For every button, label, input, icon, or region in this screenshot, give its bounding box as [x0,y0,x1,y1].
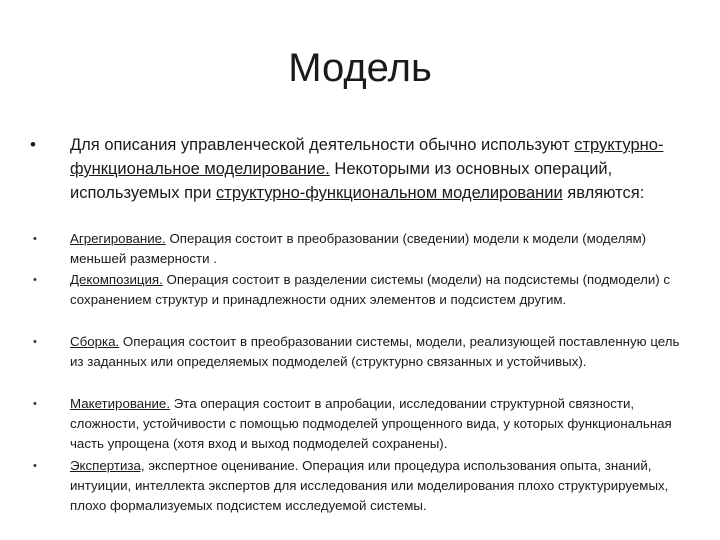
list-item-text [70,394,680,454]
item-description: Эта операция состоит в апробации, исследовании структурной связности, сложности, устойчивости с помощью подмоделей упрощенного вида, у которых функциональная часть упрощена (хотя вход и выход подмоделей сохранены). [70,396,672,451]
link-structural-functional-modeling-2[interactable]: структурно-функциональном моделировании [216,184,563,202]
term-link-expertise[interactable]: Экспертиза, [70,458,145,473]
list-item-text [70,332,680,372]
link-structural-functional-modeling[interactable]: структурно-функциональное моделирование. [70,136,664,178]
term-link-aggregation[interactable]: Агрегирование. [70,231,166,246]
main-text-part2: Некоторыми из основных операций, используемых при [70,160,613,202]
main-bullet-marker: • [30,135,36,154]
item-description: Операция состоит в преобразовании системы, модели, реализующей поставленную цель из заданных или определяемых подмоделей (структурно связанных и устойчивых). [70,334,680,369]
main-bullet-text [70,133,680,205]
sub-bullet-marker: • [33,233,37,245]
sub-bullet-marker: • [33,336,37,348]
term-link-assembly[interactable]: Сборка. [70,334,120,349]
main-text-part3: являются: [562,184,645,202]
item-description: Операция состоит в преобразовании (сведении) модели к модели (моделям) меньшей размерности . [70,231,647,266]
sub-bullet-marker: • [33,274,37,286]
list-item-text [70,270,680,310]
slide-title: Модель [288,46,432,90]
item-description: экспертное оценивание. Операция или процедура использования опыта, знаний, интуиции, интеллекта экспертов для исследования или моделирования плохо структурируемых, плохо формализуемых подсистем исследуемой системы. [70,458,669,513]
term-link-prototyping[interactable]: Макетирование. [70,396,171,411]
list-item-text [70,456,680,516]
main-text-part1: Для описания управленческой деятельности обычно используют [70,136,575,154]
sub-bullet-marker: • [33,460,37,472]
list-item-text [70,229,680,269]
term-link-decomposition[interactable]: Декомпозиция. [70,272,163,287]
sub-bullet-marker: • [33,398,37,410]
item-description: Операция состоит в разделении системы (модели) на подсистемы (подмодели) с сохранением структур и принадлежности одних элементов и подсистем другим. [70,272,671,307]
